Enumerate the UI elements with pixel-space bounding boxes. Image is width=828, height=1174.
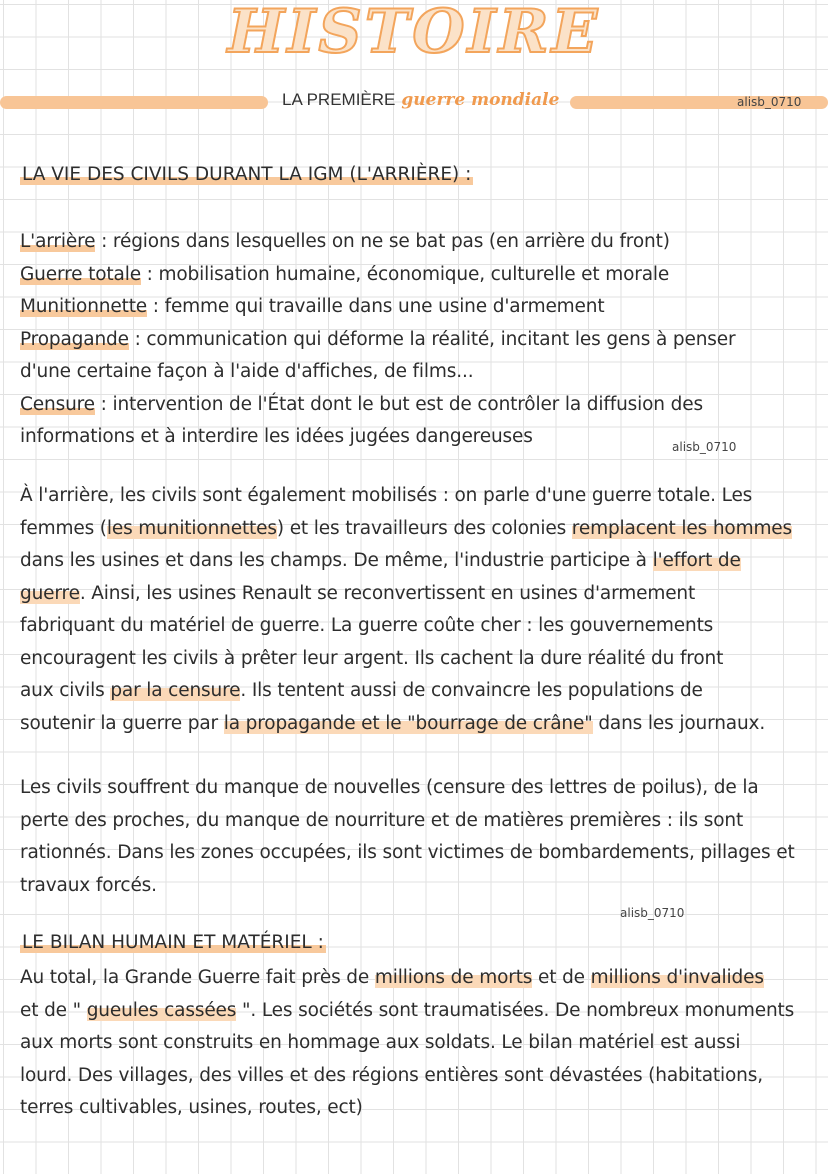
definition-line [20,226,820,259]
subtitle-cursive: guerre mondiale [401,90,560,110]
definition-text: : femme qui travaille dans une usine d'armement [147,296,605,317]
text-line: travaux forcés. [20,874,157,896]
paragraph-souffrances [20,772,820,902]
highlighted-text: guerre [20,582,80,604]
text-line: dans les usines et dans les champs. De même, l'industrie participe à l'effort de [20,550,741,571]
definition-text: d'une certaine façon à l'aide d'affiches, de films... [20,361,474,382]
paragraph-mobilisation [20,480,820,740]
text-line: Au total, la Grande Guerre fait près de millions de morts et de millions d'invalides [20,967,764,988]
definition-text: : communication qui déforme la réalité, incitant les gens à penser [128,328,736,350]
text-line: femmes (les munitionnettes) et les travailleurs des colonies remplacent les hommes [20,517,793,539]
text-line: fabriquant du matériel de guerre. La guerre coûte cher : les gouvernements [20,615,714,636]
highlighted-text: millions de morts [374,967,533,988]
watermark: alisb_0710 [620,906,685,920]
text-line: soutenir la guerre par la propagande et le "bourrage de crâne" dans les journaux. [20,712,766,734]
subtitle [282,90,559,110]
text-line: encouragent les civils à prêter leur argent. Ils cachent la dure réalité du front [20,647,724,669]
highlighted-text: par la censure [110,680,241,701]
definition-line [20,324,820,357]
paragraph-bilan [20,962,820,1125]
section-heading-civils [20,164,473,185]
text-line: rationnés. Dans les zones occupées, ils sont victimes de bombardements, pillages et [20,842,795,863]
author-handle: alisb_0710 [737,95,802,109]
text-line: perte des proches, du manque de nourriture et de matières premières : ils sont [20,809,744,831]
text-line: aux morts sont construits en hommage aux soldats. Le bilan matériel est aussi [20,1032,741,1053]
text-line: terres cultivables, usines, routes, ect) [20,1097,363,1118]
definition-line [20,356,820,389]
definition-term: Munitionnette [20,296,148,317]
text-line: À l'arrière, les civils sont également mobilisés : on parle d'une guerre totale. Les [20,485,753,506]
definition-term: Guerre totale [20,263,141,285]
highlighted-text: l'effort de [652,550,741,571]
highlighted-text: gueules cassées [86,999,237,1021]
definition-line [20,389,820,422]
subtitle-plain: LA PREMIÈRE [282,90,396,109]
definition-text: : mobilisation humaine, économique, culturelle et morale [140,263,670,285]
page-title: HISTOIRE [227,0,601,67]
definition-text: informations et à interdire les idées jugées dangereuses [20,426,533,447]
section-heading-text: LA VIE DES CIVILS DURANT LA IGM (L'ARRIÈRE) : [22,164,472,185]
text-line: et de " gueules cassées ". Les sociétés sont traumatisées. De nombreux monuments [20,999,795,1021]
text-line: guerre. Ainsi, les usines Renault se reconvertissent en usines d'armement [20,582,696,604]
section-heading-bilan [20,932,326,953]
watermark: alisb_0710 [672,440,737,454]
highlighted-text: millions d'invalides [590,967,764,988]
highlighted-text: remplacent les hommes [571,517,793,539]
definition-term: Propagande [20,328,129,350]
text-line: Les civils souffrent du manque de nouvelles (censure des lettres de poilus), de la [20,777,759,798]
definition-text: : intervention de l'État dont le but est de contrôler la diffusion des [94,393,703,415]
decorative-rule-left [0,96,268,109]
text-line: aux civils par la censure. Ils tentent aussi de convaincre les populations de [20,680,703,701]
definition-text: : régions dans lesquelles on ne se bat pas (en arrière du front) [95,231,670,252]
highlighted-text: les munitionnettes [106,517,277,539]
definition-line [20,291,820,324]
definition-term: L'arrière [20,231,96,252]
text-line: lourd. Des villages, des villes et des régions entières sont dévastées (habitations, [20,1064,763,1086]
highlighted-text: la propagande et le "bourrage de crâne" [223,712,593,734]
definition-term: Censure [20,393,95,415]
definition-line [20,259,820,292]
section-heading-text: LE BILAN HUMAIN ET MATÉRIEL : [22,932,324,953]
definitions-list [20,226,820,454]
